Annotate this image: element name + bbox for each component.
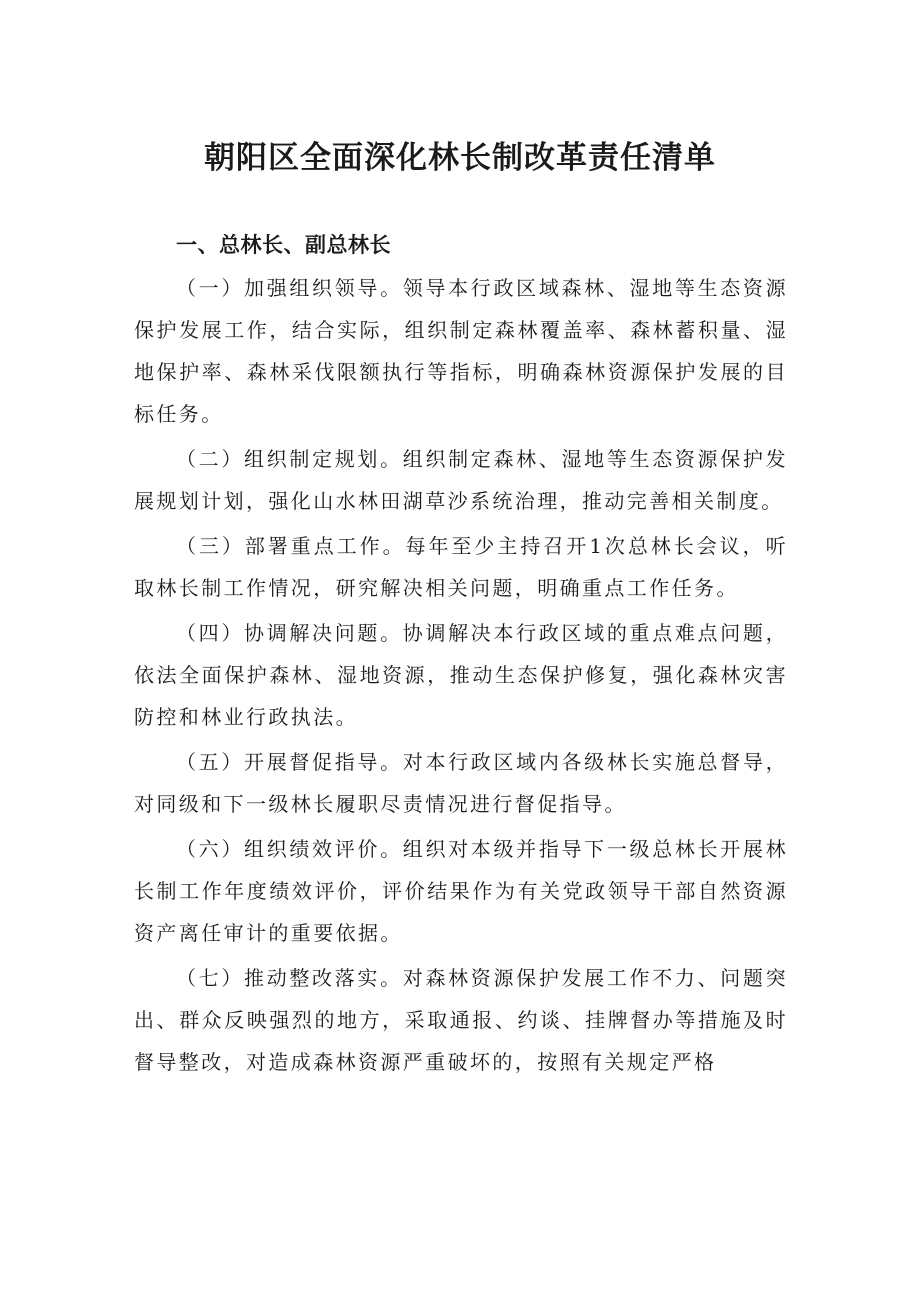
paragraph-2: （二）组织制定规划。组织制定森林、湿地等生态资源保护发展规划计划，强化山水林田湖草沙系统治理，推动完善相关制度。 (134, 447, 788, 513)
document-title: 朝阳区全面深化林长制改革责任清单 (204, 140, 716, 176)
paragraph-4: （四）协调解决问题。协调解决本行政区域的重点难点问题，依法全面保护森林、湿地资源，推动生态保护修复，强化森林灾害防控和林业行政执法。 (134, 621, 788, 729)
paragraph-7: （七）推动整改落实。对森林资源保护发展工作不力、问题突出、群众反映强烈的地方，采取通报、约谈、挂牌督办等措施及时督导整改，对造成森林资源严重破坏的，按照有关规定严格 (134, 966, 788, 1074)
paragraph-3: （三）部署重点工作。每年至少主持召开1次总林长会议，听取林长制工作情况，研究解决相关问题，明确重点工作任务。 (134, 534, 788, 600)
paragraph-5: （五）开展督促指导。对本行政区域内各级林长实施总督导，对同级和下一级林长履职尽责情况进行督促指导。 (134, 750, 788, 816)
paragraph-6: （六）组织绩效评价。组织对本级并指导下一级总林长开展林长制工作年度绩效评价，评价结果作为有关党政领导干部自然资源资产离任审计的重要依据。 (134, 837, 788, 945)
document-body (134, 228, 788, 1086)
section-heading: 一、总林长、副总林长 (176, 233, 391, 257)
paragraph-1: （一）加强组织领导。领导本行政区域森林、湿地等生态资源保护发展工作，结合实际，组织制定森林覆盖率、森林蓄积量、湿地保护率、森林采伐限额执行等指标，明确森林资源保护发展的目标任务。 (134, 276, 788, 426)
